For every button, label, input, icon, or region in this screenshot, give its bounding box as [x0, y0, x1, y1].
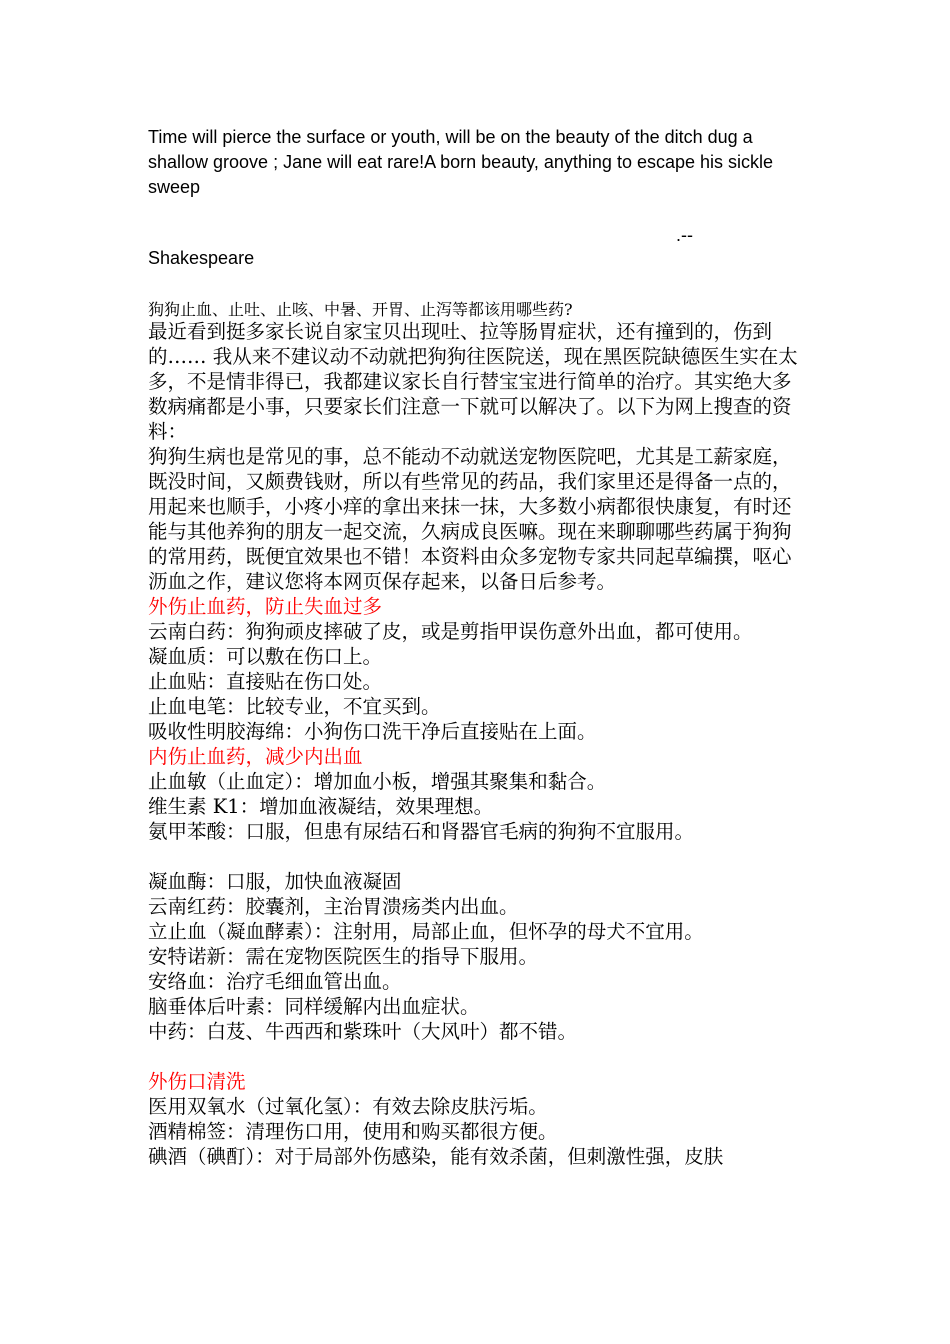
intro-paragraph-1: 最近看到挺多家长说自家宝贝出现吐、拉等肠胃症状，还有撞到的，伤到的…… 我从来不建议动不动就把狗狗往医院送，现在黑医院缺德医生实在太多，不是情非得已，我都建议家长自行替宝宝进行简单的治疗。其实绝大多数病痛都是小事，只要家长们注意一下就可以解决了。以下为网上搜查的资料：	[148, 320, 798, 443]
list-item: 止血电笔：比较专业，不宜买到。	[148, 695, 441, 718]
article-heading: 狗狗止血、止吐、止咳、中暑、开胃、止泻等都该用哪些药?	[148, 300, 573, 319]
section-title-external-hemostatic: 外伤止血药，防止失血过多	[148, 595, 383, 618]
list-item: 云南白药：狗狗顽皮摔破了皮，或是剪指甲误伤意外出血，都可使用。	[148, 620, 753, 643]
section-title-internal-hemostatic: 内伤止血药，减少内出血	[148, 745, 363, 768]
list-item: 止血贴：直接贴在伤口处。	[148, 670, 383, 693]
list-item: 云南红药：胶囊剂，主治胃溃疡类内出血。	[148, 895, 519, 918]
quote-dash: .--	[676, 225, 693, 245]
list-item: 立止血（凝血酵素）：注射用，局部止血，但怀孕的母犬不宜用。	[148, 920, 704, 943]
list-item: 吸收性明胶海绵：小狗伤口洗干净后直接贴在上面。	[148, 720, 597, 743]
list-item: 安特诺新：需在宠物医院医生的指导下服用。	[148, 945, 539, 968]
list-item: 中药：白芨、牛西西和紫珠叶（大风叶）都不错。	[148, 1020, 578, 1043]
list-item: 医用双氧水（过氧化氢）：有效去除皮肤污垢。	[148, 1095, 548, 1118]
list-item: 凝血质：可以敷在伤口上。	[148, 645, 383, 668]
quote-author: Shakespeare	[148, 248, 255, 268]
quote-text: Time will pierce the surface or youth, will be on the beauty of the ditch dug a shallow groove ; Jane will eat rare!A born beauty, anything to escape his sickle sweep	[148, 127, 774, 197]
article-body	[148, 319, 803, 1169]
list-item: 安络血：治疗毛细血管出血。	[148, 970, 402, 993]
list-item: 酒精棉签：清理伤口用，使用和购买都很方便。	[148, 1120, 558, 1143]
list-item: 碘酒（碘酊）：对于局部外伤感染，能有效杀菌，但刺激性强，皮肤	[148, 1145, 724, 1168]
list-item: 凝血酶：口服，加快血液凝固	[148, 870, 402, 893]
section-title-wound-cleaning: 外伤口清洗	[148, 1070, 246, 1093]
list-item: 维生素 K1：增加血液凝结，效果理想。	[148, 795, 494, 818]
paragraph-gap	[148, 844, 803, 869]
intro-paragraph-2: 狗狗生病也是常见的事，总不能动不动就送宠物医院吧，尤其是工薪家庭，既没时间，又颇费钱财，所以有些常见的药品，我们家里还是得备一点的，用起来也顺手，小疼小痒的拿出来抹一抹，大多数小病都很快康复，有时还能与其他养狗的朋友一起交流，久病成良医嘛。现在来聊聊哪些药属于狗狗的常用药，既便宜效果也不错！本资料由众多宠物专家共同起草编撰，呕心沥血之作，建议您将本网页保存起来，以备日后参考。	[148, 445, 792, 593]
paragraph-gap	[148, 1044, 803, 1069]
list-item: 氨甲苯酸：口服，但患有尿结石和肾器官毛病的狗狗不宜服用。	[148, 820, 695, 843]
list-item: 脑垂体后叶素：同样缓解内出血症状。	[148, 995, 480, 1018]
list-item: 止血敏（止血定）：增加血小板，增强其聚集和黏合。	[148, 770, 607, 793]
